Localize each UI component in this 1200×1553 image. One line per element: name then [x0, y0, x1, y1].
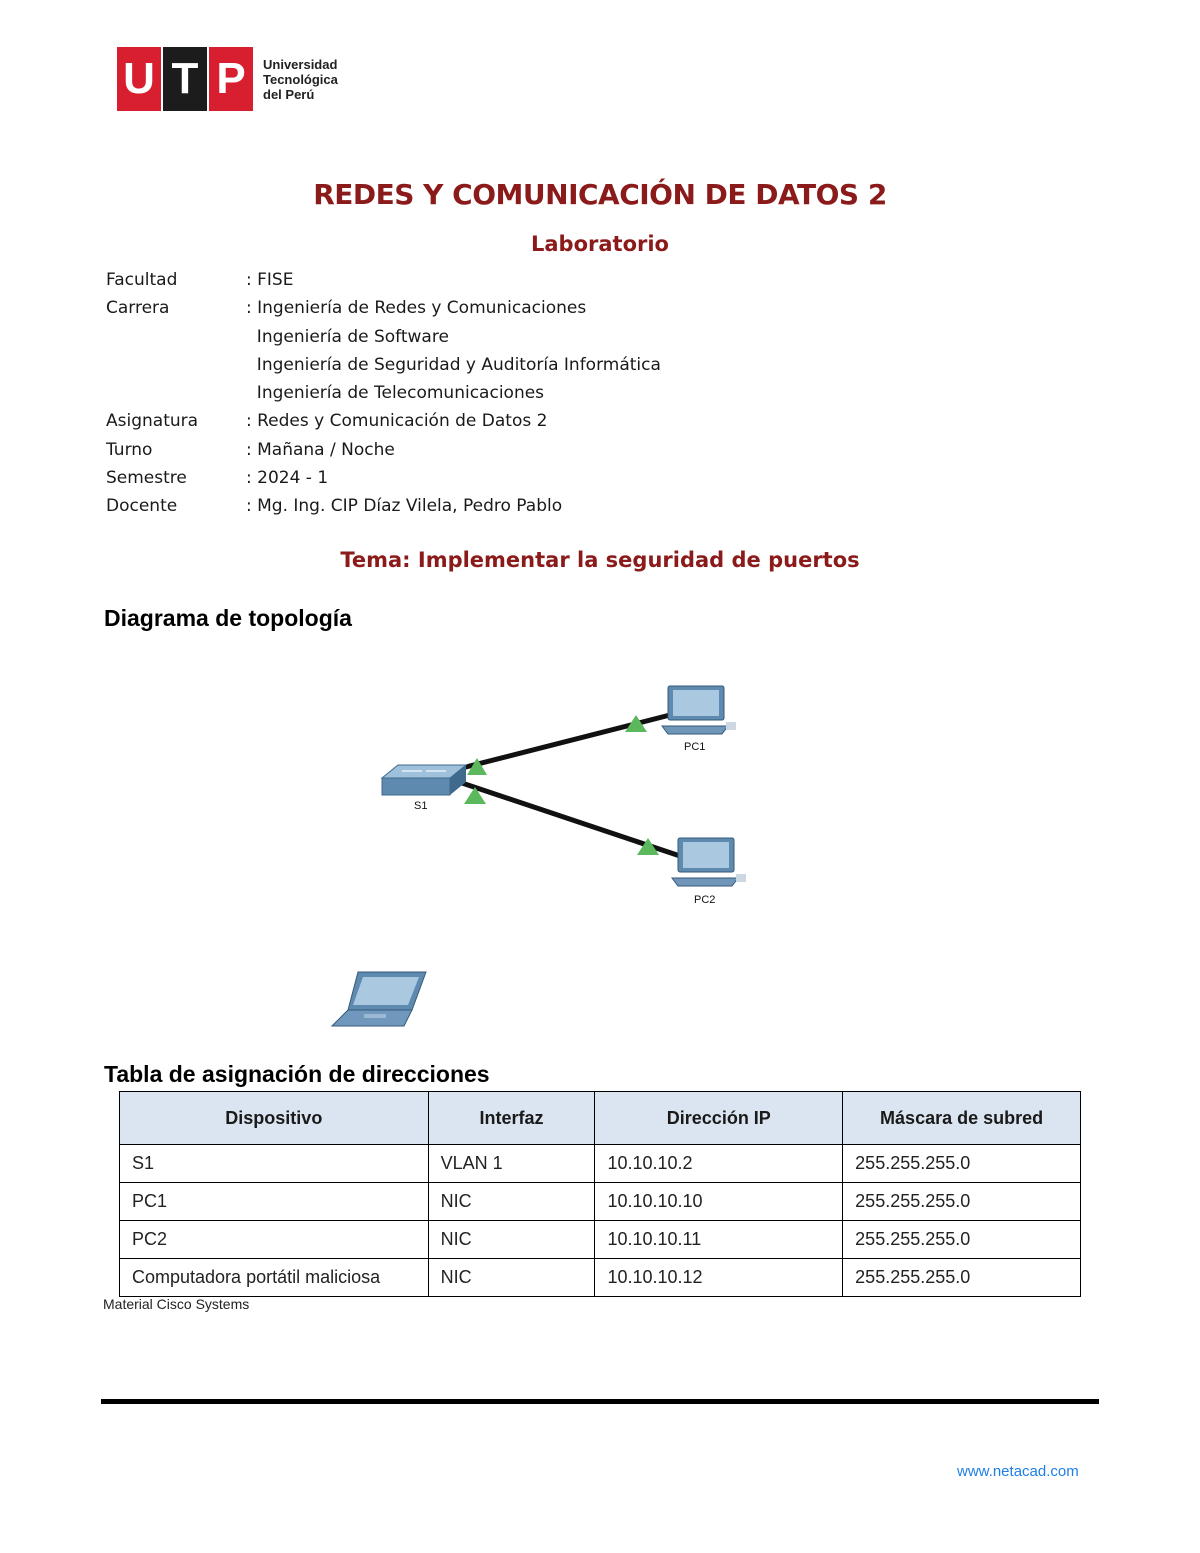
info-label — [106, 351, 246, 379]
footer-divider — [101, 1399, 1099, 1404]
course-info — [106, 266, 661, 521]
logo-letter-u: U — [117, 47, 161, 111]
table-row — [120, 1145, 1081, 1183]
table-cell: 255.255.255.0 — [843, 1145, 1081, 1183]
info-value: Ingeniería de Telecomunicaciones — [246, 383, 545, 404]
laptop-icon — [328, 968, 432, 1032]
info-row — [106, 323, 661, 351]
info-row — [106, 436, 661, 464]
table-cell: NIC — [428, 1221, 595, 1259]
address-table-heading: Tabla de asignación de direcciones — [104, 1061, 490, 1087]
document-title: REDES Y COMUNICACIÓN DE DATOS 2 — [313, 178, 887, 211]
device-label-pc1: PC1 — [684, 741, 706, 753]
info-label: Semestre — [106, 468, 187, 489]
column-header-interface: Interfaz — [428, 1092, 595, 1145]
info-row — [106, 492, 661, 520]
desktop-pc-icon — [662, 686, 736, 734]
column-header-device: Dispositivo — [120, 1092, 429, 1145]
info-value: Ingeniería de Software — [246, 326, 449, 347]
table-cell: VLAN 1 — [428, 1145, 595, 1183]
info-row — [106, 351, 661, 379]
table-cell: 10.10.10.10 — [595, 1183, 843, 1221]
info-value: : FISE — [246, 270, 294, 290]
info-label: Carrera — [106, 298, 170, 319]
info-value: : Ingeniería de Redes y Comunicaciones — [246, 298, 587, 319]
info-row — [106, 464, 661, 492]
topology-diagram — [370, 670, 770, 920]
logo-university-name — [263, 57, 338, 102]
logo-text-line-2: Tecnológica — [263, 71, 338, 87]
table-cell: 10.10.10.12 — [595, 1259, 843, 1297]
column-header-mask: Máscara de subred — [843, 1092, 1081, 1145]
table-cell: Computadora portátil maliciosa — [120, 1259, 429, 1297]
device-label-pc2: PC2 — [694, 894, 716, 906]
logo-letter-t: T — [163, 47, 207, 111]
diagram-heading: Diagrama de topología — [104, 605, 352, 631]
info-label — [106, 323, 246, 351]
info-value: : 2024 - 1 — [246, 468, 329, 489]
table-cell: NIC — [428, 1259, 595, 1297]
info-label: Docente — [106, 496, 178, 517]
table-cell: S1 — [120, 1145, 429, 1183]
switch-icon — [382, 765, 466, 795]
table-cell: PC2 — [120, 1221, 429, 1259]
info-label: Turno — [106, 439, 153, 460]
table-cell: 10.10.10.2 — [595, 1145, 843, 1183]
table-source-note: Material Cisco Systems — [103, 1296, 250, 1312]
info-value: Ingeniería de Seguridad y Auditoría Informática — [246, 354, 661, 375]
info-label: Asignatura — [106, 411, 199, 432]
lab-topic: Tema: Implementar la seguridad de puertos — [340, 548, 860, 572]
table-cell: PC1 — [120, 1183, 429, 1221]
logo-text-line-3: del Perú — [263, 86, 315, 102]
info-row — [106, 379, 661, 407]
table-cell: NIC — [428, 1183, 595, 1221]
info-row — [106, 266, 661, 294]
info-row — [106, 407, 661, 435]
table-header-row — [120, 1092, 1081, 1145]
table-row — [120, 1259, 1081, 1297]
info-row — [106, 294, 661, 322]
info-value: : Mg. Ing. CIP Díaz Vilela, Pedro Pablo — [246, 496, 563, 517]
desktop-pc-icon — [672, 838, 746, 886]
table-row — [120, 1221, 1081, 1259]
info-value: : Mañana / Noche — [246, 439, 395, 460]
info-label — [106, 379, 246, 407]
info-value: : Redes y Comunicación de Datos 2 — [246, 411, 548, 432]
table-cell: 255.255.255.0 — [843, 1259, 1081, 1297]
device-label-s1: S1 — [414, 800, 428, 812]
document-subtitle: Laboratorio — [531, 232, 669, 256]
table-cell: 255.255.255.0 — [843, 1183, 1081, 1221]
address-table — [119, 1091, 1081, 1297]
footer-link[interactable]: www.netacad.com — [957, 1463, 1079, 1480]
logo-letter-p: P — [209, 47, 253, 111]
table-cell: 255.255.255.0 — [843, 1221, 1081, 1259]
logo-text-line-1: Universidad — [263, 56, 338, 72]
column-header-ip: Dirección IP — [595, 1092, 843, 1145]
table-cell: 10.10.10.11 — [595, 1221, 843, 1259]
info-label: Facultad — [106, 270, 178, 290]
utp-logo — [117, 46, 338, 112]
table-row — [120, 1183, 1081, 1221]
